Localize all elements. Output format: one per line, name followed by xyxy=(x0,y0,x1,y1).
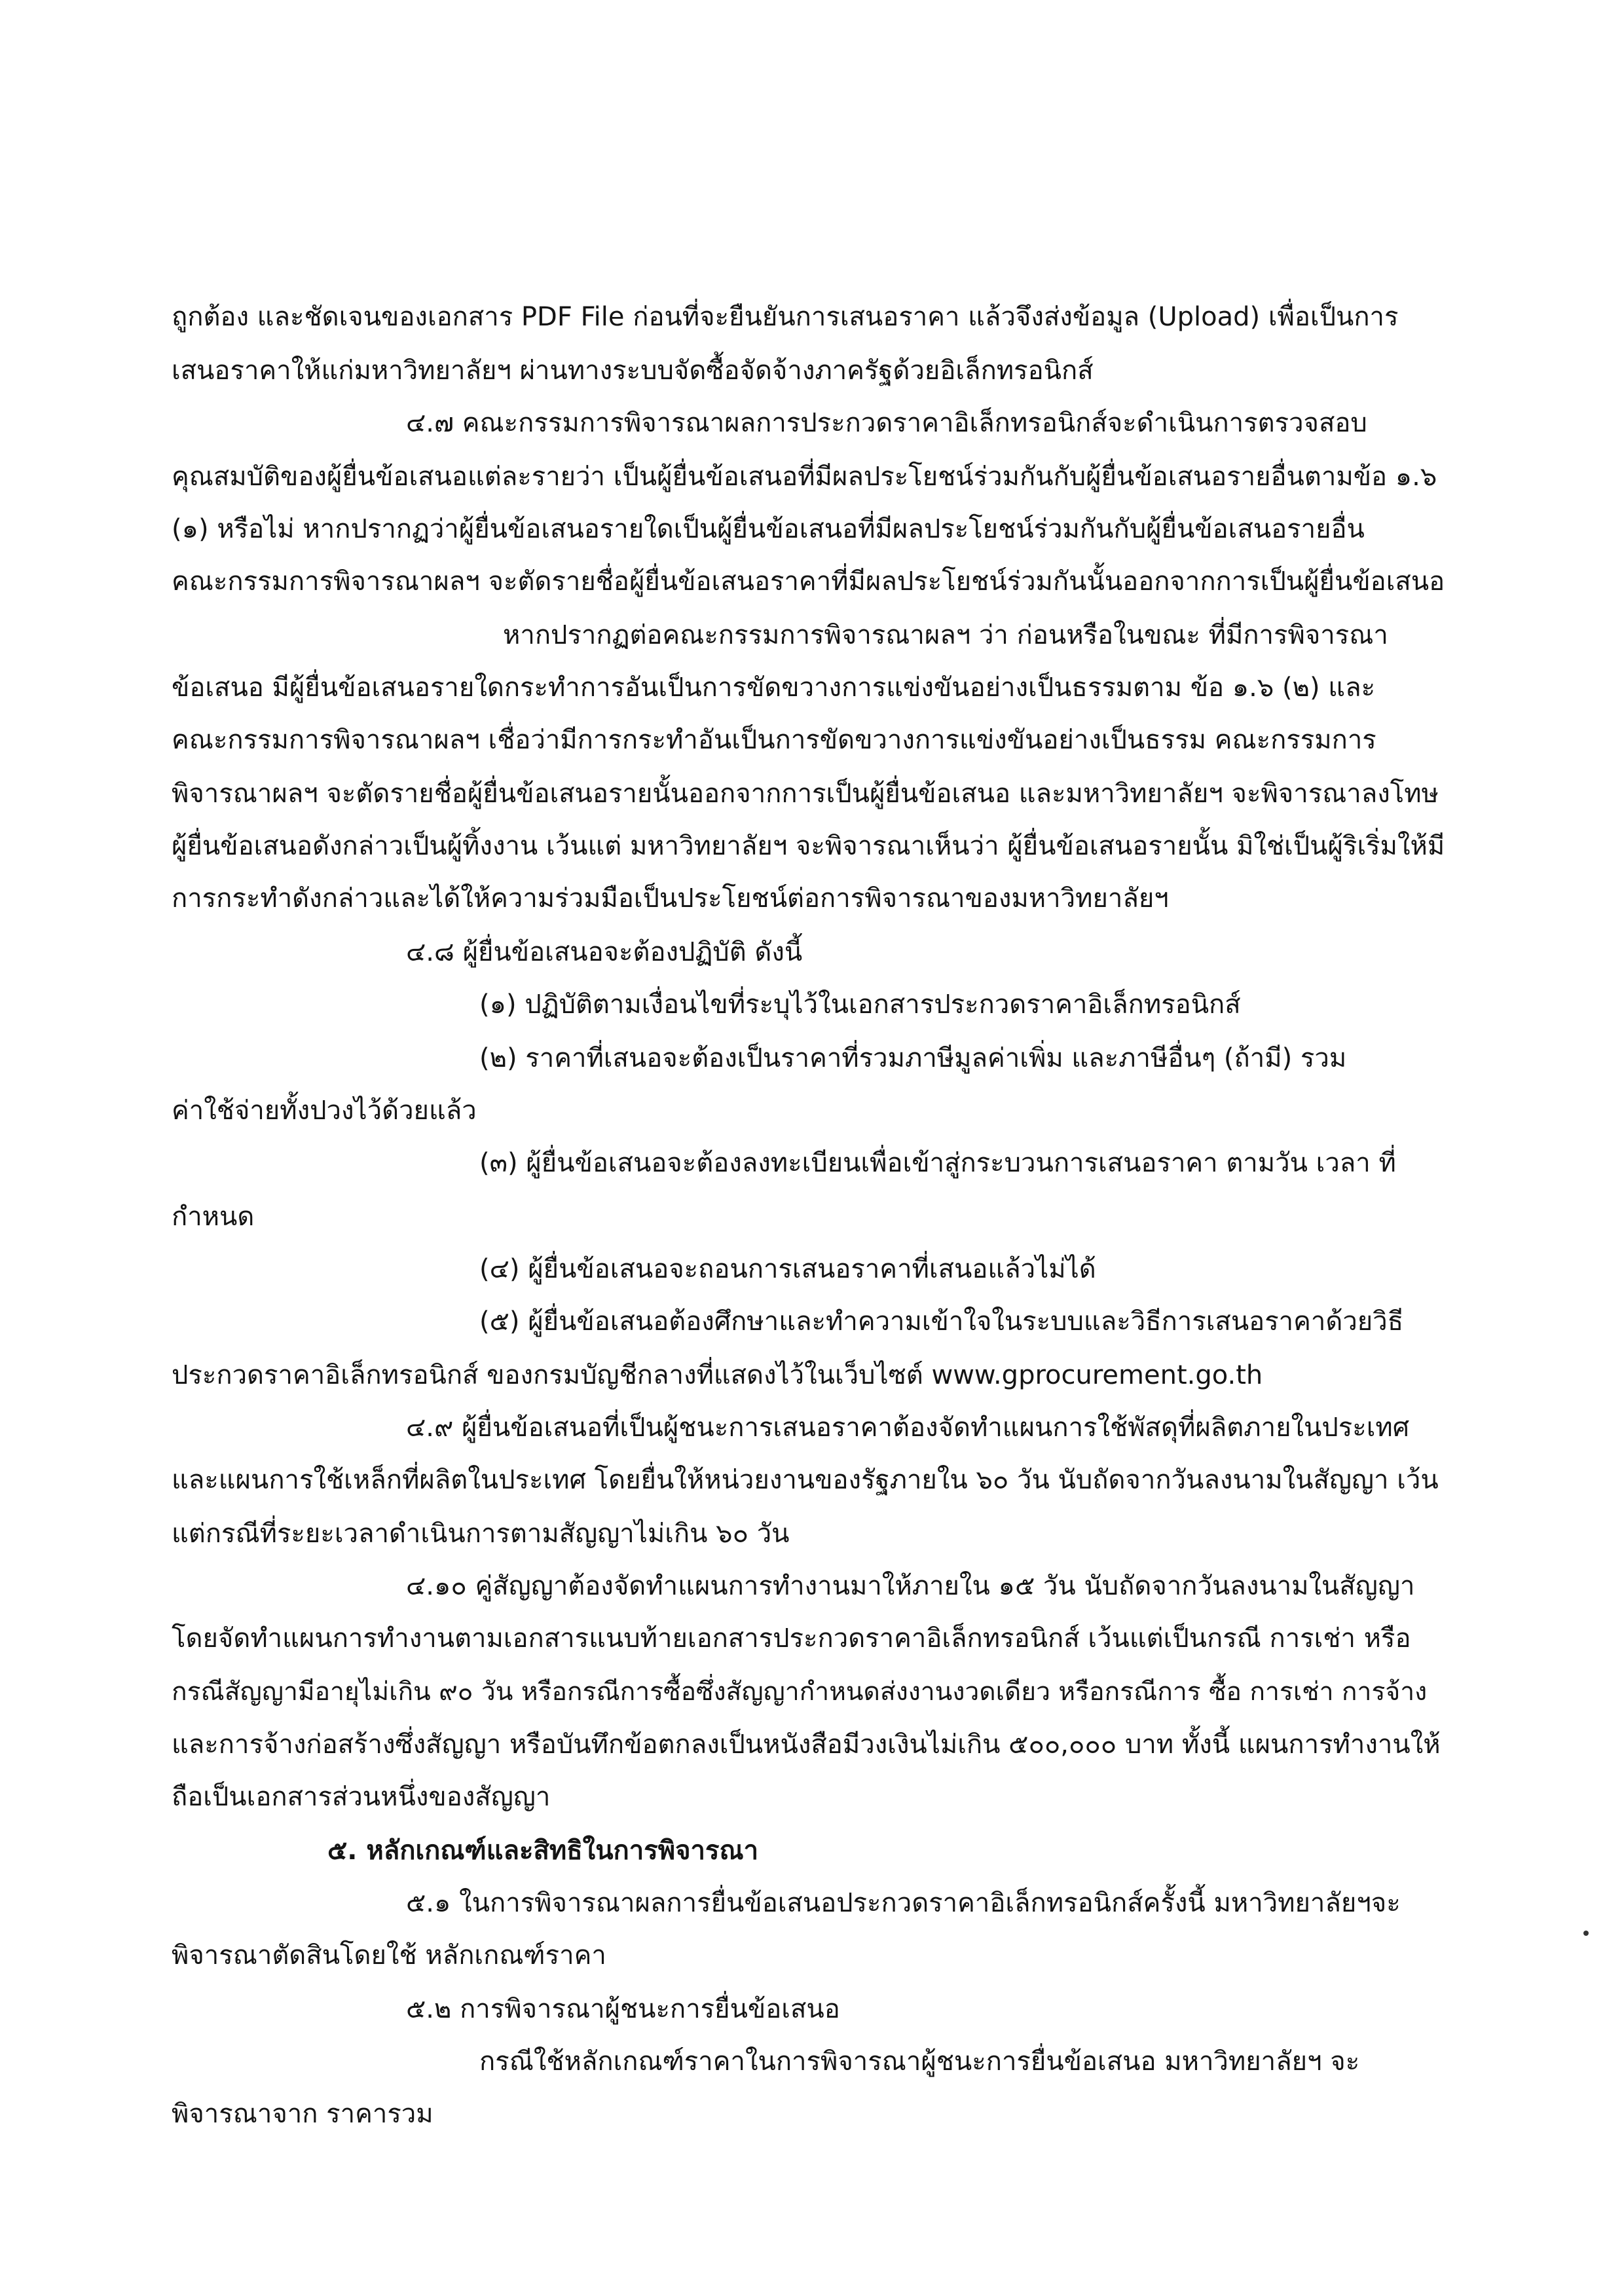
text-line: พิจารณาตัดสินโดยใช้ หลักเกณฑ์ราคา xyxy=(172,1940,606,1971)
text-line: (๑) หรือไม่ หากปรากฏว่าผู้ยื่นข้อเสนอรายใดเป็นผู้ยื่นข้อเสนอที่มีผลประโยชน์ร่วมกันกับผู้ยื่นข้อเสนอรายอื่น xyxy=(172,514,1365,544)
section-heading: ๕. หลักเกณฑ์และสิทธิในการพิจารณา xyxy=(327,1836,759,1866)
text-line: ๔.๗ คณะกรรมการพิจารณาผลการประกวดราคาอิเล็กทรอนิกส์จะดำเนินการตรวจสอบ xyxy=(406,408,1367,438)
text-line: กรณีใช้หลักเกณฑ์ราคาในการพิจารณาผู้ชนะการยื่นข้อเสนอ มหาวิทยาลัยฯ จะ xyxy=(479,2046,1360,2077)
text-line: ๔.๑๐ คู่สัญญาต้องจัดทำแผนการทำงานมาให้ภายใน ๑๕ วัน นับถัดจากวันลงนามในสัญญา xyxy=(406,1571,1415,1601)
text-line: การกระทำดังกล่าวและได้ให้ความร่วมมือเป็นประโยชน์ต่อการพิจารณาของมหาวิทยาลัยฯ xyxy=(172,883,1169,914)
text-line: กำหนด xyxy=(172,1202,255,1232)
text-line: โดยจัดทำแผนการทำงานตามเอกสารแนบท้ายเอกสารประกวดราคาอิเล็กทรอนิกส์ เว้นแต่เป็นกรณี การเช่า หรือ xyxy=(172,1623,1411,1654)
scan-speck xyxy=(1583,1931,1589,1936)
text-line: ค่าใช้จ่ายทั้งปวงไว้ด้วยแล้ว xyxy=(172,1096,477,1126)
text-line: ผู้ยื่นข้อเสนอดังกล่าวเป็นผู้ทิ้งงาน เว้นแต่ มหาวิทยาลัยฯ จะพิจารณาเห็นว่า ผู้ยื่นข้อเสนอรายนั้น มิใช่เป็นผู้ริเริ่มให้มี xyxy=(172,831,1445,861)
text-line: คณะกรรมการพิจารณาผลฯ เชื่อว่ามีการกระทำอันเป็นการขัดขวางการแข่งขันอย่างเป็นธรรม คณะกรรมการ xyxy=(172,725,1376,755)
text-line: ๔.๘ ผู้ยื่นข้อเสนอจะต้องปฏิบัติ ดังนี้ xyxy=(406,937,803,967)
text-line: และการจ้างก่อสร้างซึ่งสัญญา หรือบันทึกข้อตกลงเป็นหนังสือมีวงเงินไม่เกิน ๕๐๐,๐๐๐ บาท ทั้งนี้ แผนการทำงานให้ xyxy=(172,1730,1441,1760)
text-line: ประกวดราคาอิเล็กทรอนิกส์ ของกรมบัญชีกลางที่แสดงไว้ในเว็บไซต์ www.gprocurement.go.th xyxy=(172,1360,1263,1390)
text-line: ถูกต้อง และชัดเจนของเอกสาร PDF File ก่อนที่จะยืนยันการเสนอราคา แล้วจึงส่งข้อมูล (Upload) เพื่อเป็นการ xyxy=(172,302,1399,332)
text-line: คุณสมบัติของผู้ยื่นข้อเสนอแต่ละรายว่า เป็นผู้ยื่นข้อเสนอที่มีผลประโยชน์ร่วมกันกับผู้ยื่นข้อเสนอรายอื่นตามข้อ ๑.๖ xyxy=(172,462,1437,492)
text-line: เสนอราคาให้แก่มหาวิทยาลัยฯ ผ่านทางระบบจัดซื้อจัดจ้างภาครัฐด้วยอิเล็กทรอนิกส์ xyxy=(172,356,1094,386)
text-line: (๓) ผู้ยื่นข้อเสนอจะต้องลงทะเบียนเพื่อเข้าสู่กระบวนการเสนอราคา ตามวัน เวลา ที่ xyxy=(479,1148,1396,1178)
text-line: ๔.๙ ผู้ยื่นข้อเสนอที่เป็นผู้ชนะการเสนอราคาต้องจัดทำแผนการใช้พัสดุที่ผลิตภายในประเทศ xyxy=(406,1413,1410,1443)
text-line: พิจารณาจาก ราคารวม xyxy=(172,2099,434,2129)
text-line: (๔) ผู้ยื่นข้อเสนอจะถอนการเสนอราคาที่เสนอแล้วไม่ได้ xyxy=(479,1254,1096,1284)
text-line: ๕.๑ ในการพิจารณาผลการยื่นข้อเสนอประกวดราคาอิเล็กทรอนิกส์ครั้งนี้ มหาวิทยาลัยฯจะ xyxy=(406,1888,1401,1918)
text-line: ข้อเสนอ มีผู้ยื่นข้อเสนอรายใดกระทำการอันเป็นการขัดขวางการแข่งขันอย่างเป็นธรรมตาม ข้อ ๑.๖ (๒) และ xyxy=(172,673,1376,703)
text-line: แต่กรณีที่ระยะเวลาดำเนินการตามสัญญาไม่เกิน ๖๐ วัน xyxy=(172,1519,790,1549)
text-line: และแผนการใช้เหล็กที่ผลิตในประเทศ โดยยื่นให้หน่วยงานของรัฐภายใน ๖๐ วัน นับถัดจากวันลงนามในสัญญา เว้น xyxy=(172,1465,1439,1495)
text-line: (๑) ปฏิบัติตามเงื่อนไขที่ระบุไว้ในเอกสารประกวดราคาอิเล็กทรอนิกส์ xyxy=(479,990,1241,1020)
text-line: (๕) ผู้ยื่นข้อเสนอต้องศึกษาและทำความเข้าใจในระบบและวิธีการเสนอราคาด้วยวิธี xyxy=(479,1306,1404,1337)
text-line: ถือเป็นเอกสารส่วนหนึ่งของสัญญา xyxy=(172,1782,551,1812)
text-line: กรณีสัญญามีอายุไม่เกิน ๙๐ วัน หรือกรณีการซื้อซึ่งสัญญากำหนดส่งงานงวดเดียว หรือกรณีการ ซื้อ การเช่า การจ้าง xyxy=(172,1677,1428,1707)
text-line: หากปรากฏต่อคณะกรรมการพิจารณาผลฯ ว่า ก่อนหรือในขณะ ที่มีการพิจารณา xyxy=(503,620,1388,650)
text-line: ๕.๒ การพิจารณาผู้ชนะการยื่นข้อเสนอ xyxy=(406,1994,840,2024)
text-line: (๒) ราคาที่เสนอจะต้องเป็นราคาที่รวมภาษีมูลค่าเพิ่ม และภาษีอื่นๆ (ถ้ามี) รวม xyxy=(479,1043,1347,1073)
text-line: คณะกรรมการพิจารณาผลฯ จะตัดรายชื่อผู้ยื่นข้อเสนอราคาที่มีผลประโยชน์ร่วมกันนั้นออกจากการเป็นผู้ยื่นข้อเสนอ xyxy=(172,566,1445,597)
text-line: พิจารณาผลฯ จะตัดรายชื่อผู้ยื่นข้อเสนอรายนั้นออกจากการเป็นผู้ยื่นข้อเสนอ และมหาวิทยาลัยฯ จะพิจารณาลงโทษ xyxy=(172,779,1439,809)
